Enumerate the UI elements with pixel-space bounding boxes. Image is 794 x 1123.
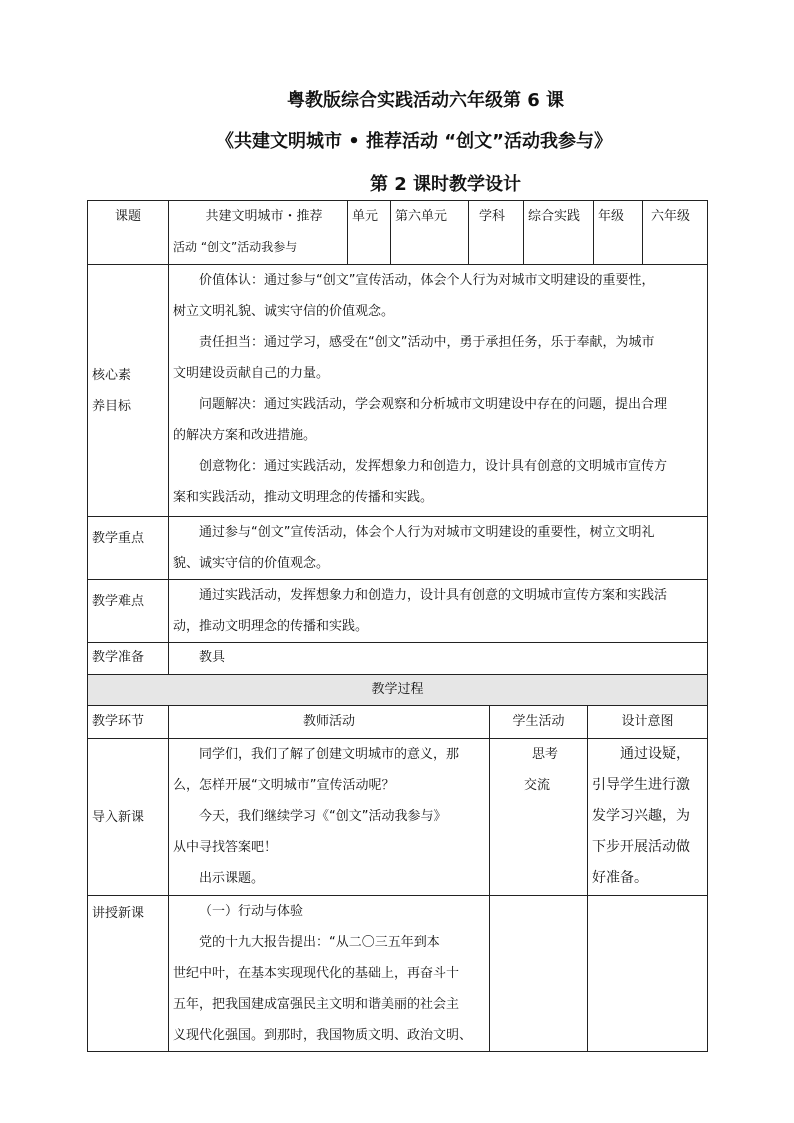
difficult-points-line2: 动，推动文明理念的传播和实践。	[173, 619, 369, 634]
topic-value-line1: 共建文明城市・推荐	[205, 209, 323, 224]
core-goal-values-line1: 价值体认：通过参与“创文”宣传活动，体会个人行为对城市文明建设的重要性，	[199, 273, 655, 288]
core-goal-problem-line1: 问题解决：通过实践活动，学会观察和分析城市文明建设中存在的问题，提出合理	[199, 397, 668, 412]
intro-design-line5: 好准备。	[592, 870, 648, 886]
process-header-row	[88, 675, 708, 706]
intro-student-line1: 思考	[532, 747, 559, 762]
lesson-info-table	[87, 200, 708, 675]
preparation-value: 教具	[199, 650, 226, 665]
preparation-label: 教学准备	[92, 650, 145, 665]
difficult-points-line1: 通过实践活动，发挥想象力和创造力，设计具有创意的文明城市宣传方案和实践活	[199, 588, 668, 603]
col-student-header: 学生活动	[512, 714, 565, 729]
core-label-line1: 核心素	[92, 367, 132, 383]
topic-label: 课题	[114, 209, 141, 224]
key-points-line1: 通过参与“创文”宣传活动，体会个人行为对城市文明建设的重要性，树立文明礼	[199, 525, 655, 540]
doc-title-line3: 第 2 课时教学设计	[370, 174, 522, 195]
new-lesson-line1: （一）行动与体验	[199, 904, 304, 919]
intro-student-line2: 交流	[524, 778, 551, 793]
new-lesson-line2: 党的十九大报告提出：“从二〇三五年到本	[199, 935, 440, 950]
core-goal-problem-line2: 的解决方案和改进措施。	[173, 428, 317, 443]
grade-label: 年级	[598, 209, 625, 224]
col-design-header: 设计意图	[621, 714, 674, 729]
intro-teacher-line3: 今天，我们继续学习《“创文”活动我参与》	[199, 809, 447, 824]
doc-title-line2: 《共建文明城市 • 推荐活动 “创文”活动我参与》	[216, 131, 612, 152]
new-lesson-line3: 世纪中叶，在基本实现现代化的基础上，再奋斗十	[173, 966, 460, 981]
doc-title-line1: 粤教版综合实践活动六年级第 6 课	[287, 90, 565, 111]
intro-row	[88, 739, 708, 896]
intro-design-line2: 引导学生进行激	[592, 777, 690, 793]
col-stage-header: 教学环节	[92, 714, 145, 729]
new-lesson-line5: 义现代化强国。到那时，我国物质文明、政治文明、	[173, 1028, 473, 1043]
preparation-row	[88, 643, 708, 675]
intro-teacher-line1: 同学们，我们了解了创建文明城市的意义，那	[199, 747, 460, 762]
intro-teacher-line2: 么，怎样开展“文明城市”宣传活动呢？	[173, 778, 395, 793]
col-teacher-header: 教师活动	[302, 714, 355, 729]
key-points-row	[88, 517, 708, 580]
key-points-label: 教学重点	[92, 531, 145, 546]
unit-value: 第六单元	[395, 209, 448, 224]
core-goal-duty-line1: 责任担当：通过学习，感受在“创文”活动中，勇于承担任务，乐于奉献，为城市	[199, 335, 655, 350]
core-goals-row	[88, 265, 708, 517]
key-points-line2: 貌、诚实守信的价值观念。	[173, 556, 330, 571]
intro-teacher-line4: 从中寻找答案吧！	[173, 840, 278, 855]
new-lesson-stage: 讲授新课	[92, 906, 145, 921]
core-label-line2: 养目标	[92, 398, 132, 414]
intro-design-line4: 下步开展活动做	[592, 839, 690, 855]
subject-value: 综合实践	[528, 209, 581, 224]
process-header: 教学过程	[371, 682, 424, 697]
topic-row	[88, 201, 708, 265]
subject-label: 学科	[479, 209, 506, 224]
core-goal-creative-line2: 案和实践活动，推动文明理念的传播和实践。	[173, 490, 434, 505]
difficult-points-label: 教学难点	[92, 594, 145, 609]
difficult-points-row	[88, 580, 708, 643]
core-goal-creative-line1: 创意物化：通过实践活动，发挥想象力和创造力，设计具有创意的文明城市宣传方	[199, 459, 668, 474]
topic-value-line2: 活动 “创文”活动我参与	[173, 240, 298, 254]
core-goal-values-line2: 树立文明礼貌、诚实守信的价值观念。	[173, 304, 395, 319]
new-lesson-row	[88, 896, 708, 1052]
intro-stage: 导入新课	[92, 809, 145, 825]
teaching-process-table	[87, 674, 708, 1052]
unit-label: 单元	[352, 209, 379, 224]
intro-design-line1: 通过设疑，	[620, 746, 690, 762]
intro-teacher-line5: 出示课题。	[199, 871, 265, 886]
process-columns-row	[88, 706, 708, 739]
core-goal-duty-line2: 文明建设贡献自己的力量。	[173, 366, 330, 381]
grade-value: 六年级	[651, 209, 691, 224]
intro-design-line3: 发学习兴趣，为	[592, 808, 690, 824]
new-lesson-line4: 五年，把我国建成富强民主文明和谐美丽的社会主	[173, 997, 460, 1012]
